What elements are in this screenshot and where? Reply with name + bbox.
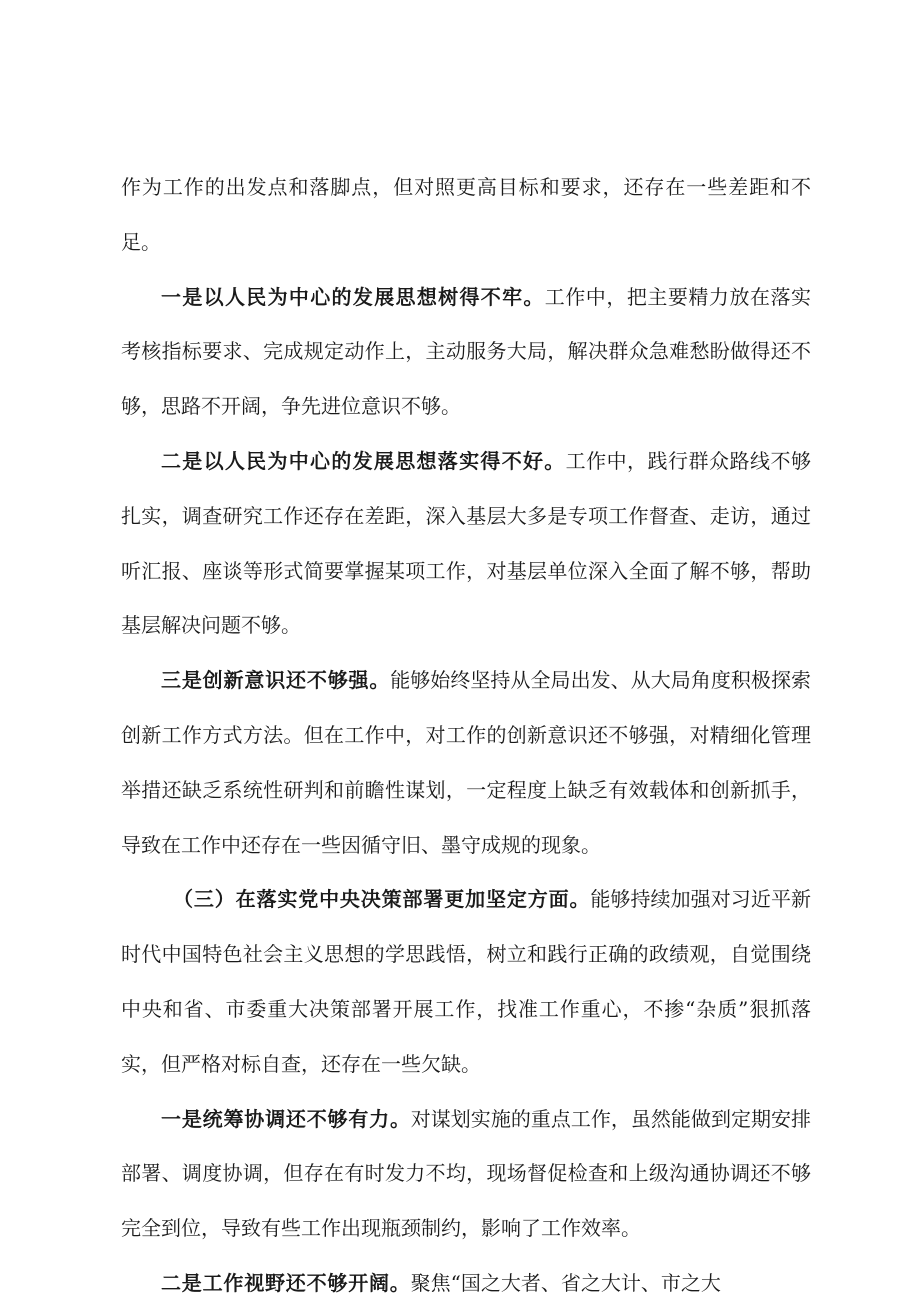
- paragraph-lead: 三是创新意识还不够强。: [161, 668, 391, 693]
- paragraph-point-1b: [121, 1092, 811, 1256]
- paragraph-lead: 二是工作视野还不够开阔。: [161, 1270, 411, 1295]
- paragraph-lead: 一是统筹协调还不够有力。: [161, 1106, 411, 1131]
- paragraph-text: 作为工作的出发点和落脚点，但对照更高目标和要求，还存在一些差距和不足。: [121, 175, 811, 254]
- section-heading: （三）在落实党中央决策部署更加坚定方面。: [173, 887, 591, 912]
- section-heading-paragraph: [121, 872, 811, 1091]
- paragraph-lead: 一是以人民为中心的发展思想树得不牢。: [161, 284, 545, 309]
- paragraph-point-1: [121, 270, 811, 434]
- paragraph-text: 能够持续加强对习近平新时代中国特色社会主义思想的学思践悟，树立和践行正确的政绩观，自觉围绕中央和省、市委重大决策部署开展工作，找准工作重心，不掺“杂质”狠抓落实，但严格对标自查，还存在一些欠缺。: [121, 887, 812, 1076]
- paragraph-lead: 二是以人民为中心的发展思想落实得不好。: [161, 448, 566, 473]
- paragraph-text: 对谋划实施的重点工作，虽然能做到定期安排部署、调度协调，但存在有时发力不均，现场督促检查和上级沟通协调还不够完全到位，导致有些工作出现瓶颈制约，影响了工作效率。: [121, 1106, 812, 1241]
- paragraph-text: 聚焦“国之大者、省之大计、市之大: [410, 1270, 721, 1295]
- paragraph-point-3: [121, 653, 811, 872]
- paragraph-text: 工作中，践行群众路线不够扎实，调查研究工作还存在差距，深入基层大多是专项工作督查、走访，通过听汇报、座谈等形式简要掌握某项工作，对基层单位深入全面了解不够，帮助基层解决问题不够。: [121, 448, 812, 638]
- paragraph-text: 工作中，把主要精力放在落实考核指标要求、完成规定动作上，主动服务大局，解决群众急难愁盼做得还不够，思路不开阔，争先进位意识不够。: [121, 284, 812, 419]
- document-body: [121, 160, 811, 1311]
- paragraph-continuation: [121, 160, 811, 270]
- paragraph-text: 能够始终坚持从全局出发、从大局角度积极探索创新工作方式方法。但在工作中，对工作的创新意识还不够强，对精细化管理举措还缺乏系统性研判和前瞻性谋划，一定程度上缺乏有效载体和创新抓手，导致在工作中还存在一些因循守旧、墨守成规的现象。: [121, 668, 812, 857]
- paragraph-point-2b: [121, 1256, 811, 1311]
- paragraph-point-2: [121, 434, 811, 653]
